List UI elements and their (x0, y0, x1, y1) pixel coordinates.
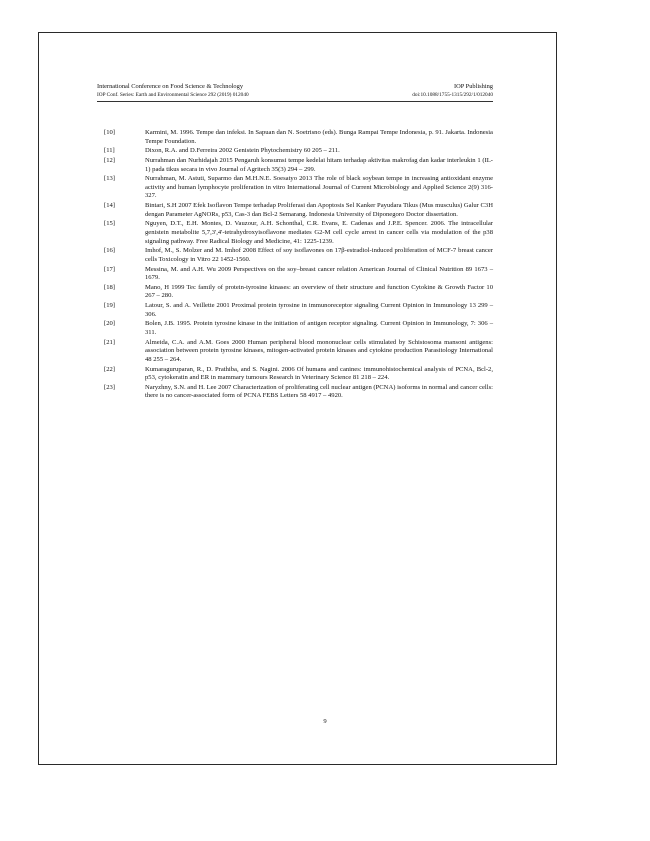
reference-item (104, 175, 493, 201)
reference-item (104, 339, 493, 365)
reference-number: [22] (104, 365, 115, 373)
reference-text: Nguyen, D.T., E.H. Montes, D. Vauzour, A.H. Schonthal, C.R. Evans, E. Cadenas and J.P.E. Spencer. 2006. The intracellular genistein metabolite 5,7,3',4'-tetrahydroxyisoflavone mediates G2-M cell cycle arrest in cancer cells via modulation of the p38 signaling pathway. Free Radical Biology and Medicine, 41: 1225-1239. (145, 220, 493, 245)
conference-title: International Conference on Food Science & Technology (97, 83, 244, 90)
reference-text: Messina, M. and A.H. Wu 2009 Perspectives on the soy–breast cancer relation American Journal of Clinical Nutrition 89 1673 – 1679. (145, 265, 493, 282)
reference-item (104, 147, 493, 156)
reference-number: [12] (104, 156, 115, 164)
reference-text: Dixon, R.A. and D.Ferreira 2002 Genistein Phytochemistry 60 205 – 211. (145, 147, 340, 155)
reference-item (104, 320, 493, 337)
reference-number: [15] (104, 220, 115, 228)
header-row-top (97, 82, 493, 91)
reference-text: Imhof, M., S. Molzer and M. Imhof 2008 Effect of soy isoflavones on 17β-estradiol-induced proliferation of MCF-7 breast cancer cells Toxicology in Vitro 22 1452-1560. (145, 247, 493, 263)
reference-text: Kumaraguruparan, R., D. Prathiba, and S. Nagini. 2006 Of humans and canines: immunohistochemical analysis of PCNA, Bcl-2, p53, cytokeratin and ER in mammary tumours Research in Veterinary Science 81 218 – 224. (145, 365, 493, 382)
reference-text: Naryzhny, S.N. and H. Lee 2007 Characterization of proliferating cell nuclear antigen (PCNA) isoforms in normal and cancer cells: there is no cancer-associated form of PCNA FEBS Letters 58 4917 – 4920. (145, 383, 493, 400)
reference-text: Nurrahman dan Nurhidajah 2015 Pengaruh konsumsi tempe kedelai hitam terhadap aktivitas makrofag dan kadar interleukin 1 (IL-1) pada tikus secara in vivo Journal of Agritech 35(3) 294 – 299. (145, 156, 493, 173)
reference-text: Almeida, C.A. and A.M. Goes 2000 Human peripheral blood mononuclear cells stimulated by Schistosoma mansoni antigens: association between protein tyrosine kinases, mitogen-activated protein kinases and cytokine production Parasitology International 48 255 – 264. (145, 338, 493, 363)
reference-text: Mano, H 1999 Tec family of protein-tyrosine kinases: an overview of their structure and function Cytokine & Growth Factor 10 267 – 280. (145, 283, 493, 300)
reference-number: [10] (104, 129, 115, 136)
reference-item (104, 220, 493, 246)
page-number: 9 (323, 718, 327, 725)
series-citation: IOP Conf. Series: Earth and Environmental Science 292 (2019) 012040 (97, 92, 249, 98)
reference-item (104, 366, 493, 383)
reference-number: [21] (104, 338, 115, 346)
reference-item (104, 266, 493, 283)
reference-text: Karmini, M. 1996. Tempe dan infeksi. In Sapuan dan N. Soetrisno (eds). Bunga Rampai Tempe Indonesia, p. 91. Jakarta. Indonesia Tempe Foundation. (145, 129, 493, 145)
reference-item (104, 384, 493, 401)
reference-item (104, 129, 493, 146)
reference-number: [11] (104, 147, 115, 155)
reference-number: [20] (104, 320, 115, 328)
reference-text: Bolen, J.B. 1995. Protein tyrosine kinase in the initiation of antigen receptor signaling. Current Opinion in Immunology, 7: 306 – 311. (145, 320, 493, 336)
running-header (97, 82, 493, 102)
reference-item (104, 157, 493, 174)
header-row-bottom (97, 91, 493, 102)
reference-number: [23] (104, 383, 115, 391)
reference-number: [16] (104, 247, 115, 255)
reference-item (104, 247, 493, 264)
reference-number: [17] (104, 265, 115, 273)
doi-link[interactable]: doi:10.1088/1755-1315/292/1/012040 (412, 92, 493, 98)
reference-text: Bintari, S.H 2007 Efek Isoflavon Tempe terhadap Proliferasi dan Apoptosis Sel Kanker Payudara Tikus (Mus musculus) Galur C3H dengan Parameter AgNORs, p53, Cas-3 dan Bcl-2 Semarang. Indonesia University of Diponegoro Doctor dissertation. (145, 202, 493, 218)
reference-text: Nurrahman, M. Astuti, Suparmo dan M.H.N.E. Soesatyo 2013 The role of black soybean tempe in increasing antioxidant enzyme activity and human lymphocyte proliferation in vitro International Journal of Current Microbiology and Applied Science 2(9) 316-327. (145, 175, 493, 200)
reference-item (104, 284, 493, 301)
reference-list (104, 129, 493, 402)
reference-item (104, 302, 493, 319)
reference-item (104, 202, 493, 219)
reference-number: [18] (104, 283, 115, 291)
reference-number: [19] (104, 302, 115, 310)
publisher-name: IOP Publishing (453, 83, 493, 90)
reference-number: [14] (104, 202, 115, 210)
reference-number: [13] (104, 175, 115, 183)
reference-text: Latour, S. and A. Veillette 2001 Proximal protein tyrosine in immunoreceptor signaling Current Opinion in Immunology 13 299 – 306. (145, 302, 493, 318)
